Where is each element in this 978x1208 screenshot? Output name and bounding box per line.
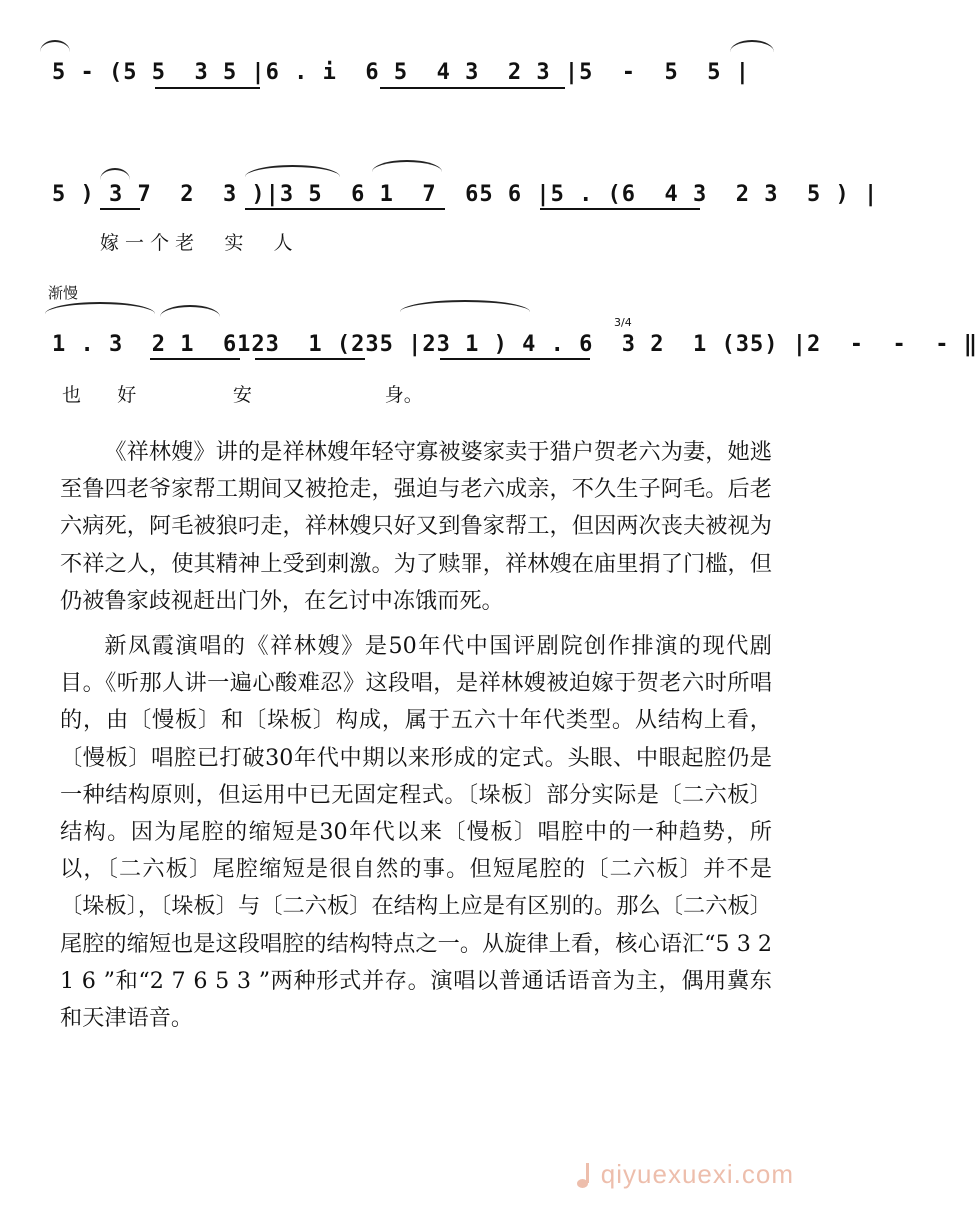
beam-underline: [440, 358, 590, 360]
lyrics-line-3: 也 好 安 身。: [62, 384, 423, 406]
lyrics-line-2: 嫁 一 个 老 实 人: [100, 232, 293, 254]
slur-mark: [400, 300, 530, 312]
watermark: [575, 1159, 794, 1190]
slur-mark: [245, 165, 340, 177]
slur-mark: [40, 40, 70, 52]
slur-mark: [45, 302, 155, 314]
beam-underline: [155, 87, 260, 89]
beam-underline: [380, 87, 565, 89]
tempo-marking: 渐慢: [48, 284, 79, 302]
beam-underline: [100, 208, 140, 210]
watermark-text: qiyuexuexi.com: [600, 1159, 794, 1189]
article-paragraph: 《祥林嫂》讲的是祥林嫂年轻守寡被婆家卖于猎户贺老六为妻，她逃至鲁四老爷家帮工期间又被抢走，强迫与老六成亲，不久生子阿毛。后老六病死，阿毛被狼叼走，祥林嫂只好又到鲁家帮工，但因两次丧夫被视为不祥之人，使其精神上受到刺激。为了赎罪，祥林嫂在庙里捐了门槛，但仍被鲁家歧视赶出门外，在乞讨中冻饿而死。: [60, 439, 772, 614]
beam-underline: [150, 358, 240, 360]
article-paragraph: 新凤霞演唱的《祥林嫂》是50年代中国评剧院创作排演的现代剧目。《听那人讲一遍心酸难忍》这段唱，是祥林嫂被迫嫁于贺老六时所唱的，由〔慢板〕和〔垛板〕构成，属于五六十年代类型。从结构上看，〔慢板〕唱腔已打破30年代中期以来形成的定式。头眼、中眼起腔仍是一种结构原则，但运用中已无固定程式。〔垛板〕部分实际是〔二六板〕结构。因为尾腔的缩短是30年代以来〔慢板〕唱腔中的一种趋势，所以，〔二六板〕尾腔缩短是很自然的事。但短尾腔的〔二六板〕并不是〔垛板〕，〔垛板〕与〔二六板〕在结构上应是有区别的。那么〔二六板〕尾腔的缩短也是这段唱腔的结构特点之一。从旋律上看，核心语汇“5 3 2 1 6 ”和“2 7 6 5 3 ”两种形式并存。演唱以普通话语音为主，偶用冀东和天津语音。: [60, 633, 772, 1032]
slur-mark: [100, 168, 130, 180]
article-body: [60, 434, 772, 1037]
beam-underline: [540, 208, 700, 210]
slur-mark: [372, 160, 442, 172]
slur-mark: [160, 305, 220, 317]
music-note-icon: [575, 1162, 597, 1188]
score-line-1: 5 - (5 5 3 5 |6 . i 6 5 4 3 2 3 |5 - 5 5 |: [52, 60, 751, 85]
beam-underline: [255, 358, 365, 360]
time-signature: 3/4: [614, 316, 632, 329]
slur-mark: [730, 40, 774, 52]
beam-underline: [245, 208, 445, 210]
score-line-2: 5 ) 3 7 2 3 )|3 5 6 1 7 65 6 |5 . (6 4 3 2 3 5 ) |: [52, 182, 879, 207]
score-line-3: 1 . 3 2 1 6123 1 (235 |23 1 ) 4 . 6 3 2 1 (35) |2 - - - ‖: [52, 332, 978, 357]
